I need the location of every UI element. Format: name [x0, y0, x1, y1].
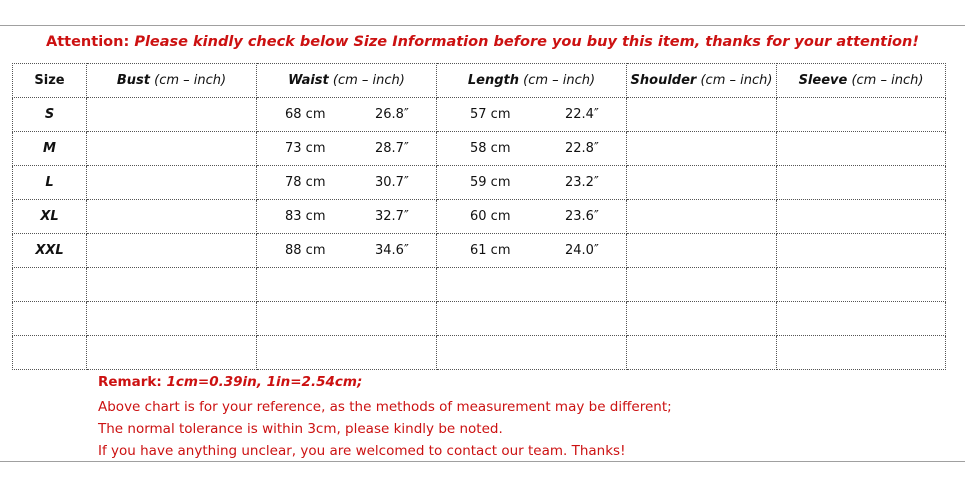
length-cell: 57 cm 22.4″	[437, 98, 627, 132]
length-cell: 58 cm 22.8″	[437, 132, 627, 166]
attention-message: Please kindly check below Size Information before you buy this item, thanks for your attention!	[134, 34, 919, 50]
shoulder-cell	[627, 98, 777, 132]
sleeve-cell	[777, 132, 946, 166]
header-shoulder: Shoulder (cm – inch)	[627, 64, 777, 98]
remark-line: If you have anything unclear, you are welcomed to contact our team. Thanks!	[98, 443, 626, 459]
sleeve-cell	[777, 98, 946, 132]
size-chart-table	[12, 63, 946, 370]
bottom-divider	[0, 461, 965, 462]
length-cell: 61 cm 24.0″	[437, 234, 627, 268]
remark-title	[98, 374, 672, 396]
header-sleeve: Sleeve (cm – inch)	[777, 64, 946, 98]
empty-row	[13, 302, 946, 336]
size-cell: L	[13, 166, 87, 200]
header-length: Length (cm – inch)	[437, 64, 627, 98]
header-bust: Bust (cm – inch)	[87, 64, 257, 98]
size-cell: S	[13, 98, 87, 132]
shoulder-cell	[627, 132, 777, 166]
length-cell: 59 cm 23.2″	[437, 166, 627, 200]
table-row	[13, 200, 946, 234]
waist-cell: 73 cm 28.7″	[257, 132, 437, 166]
size-cell: XXL	[13, 234, 87, 268]
table-row	[13, 98, 946, 132]
empty-row	[13, 268, 946, 302]
empty-row	[13, 336, 946, 370]
bust-cell	[87, 132, 257, 166]
header-waist: Waist (cm – inch)	[257, 64, 437, 98]
remark-conversion: 1cm=0.39in, 1in=2.54cm;	[166, 374, 363, 390]
sleeve-cell	[777, 166, 946, 200]
size-cell: M	[13, 132, 87, 166]
attention-banner	[0, 34, 965, 50]
table-row	[13, 166, 946, 200]
remark-section	[98, 374, 672, 462]
waist-cell: 88 cm 34.6″	[257, 234, 437, 268]
size-cell: XL	[13, 200, 87, 234]
waist-cell: 68 cm 26.8″	[257, 98, 437, 132]
waist-cell: 83 cm 32.7″	[257, 200, 437, 234]
bust-cell	[87, 166, 257, 200]
top-divider	[0, 25, 965, 26]
table-row	[13, 132, 946, 166]
sleeve-cell	[777, 234, 946, 268]
remark-label: Remark:	[98, 374, 162, 390]
header-row	[13, 64, 946, 98]
waist-cell: 78 cm 30.7″	[257, 166, 437, 200]
bust-cell	[87, 200, 257, 234]
remark-line: Above chart is for your reference, as the methods of measurement may be different;	[98, 399, 672, 415]
shoulder-cell	[627, 200, 777, 234]
attention-label: Attention:	[46, 34, 130, 50]
header-size: Size	[13, 64, 87, 98]
table-row	[13, 234, 946, 268]
remark-line: The normal tolerance is within 3cm, please kindly be noted.	[98, 421, 503, 437]
length-cell: 60 cm 23.6″	[437, 200, 627, 234]
sleeve-cell	[777, 200, 946, 234]
bust-cell	[87, 98, 257, 132]
bust-cell	[87, 234, 257, 268]
shoulder-cell	[627, 234, 777, 268]
shoulder-cell	[627, 166, 777, 200]
